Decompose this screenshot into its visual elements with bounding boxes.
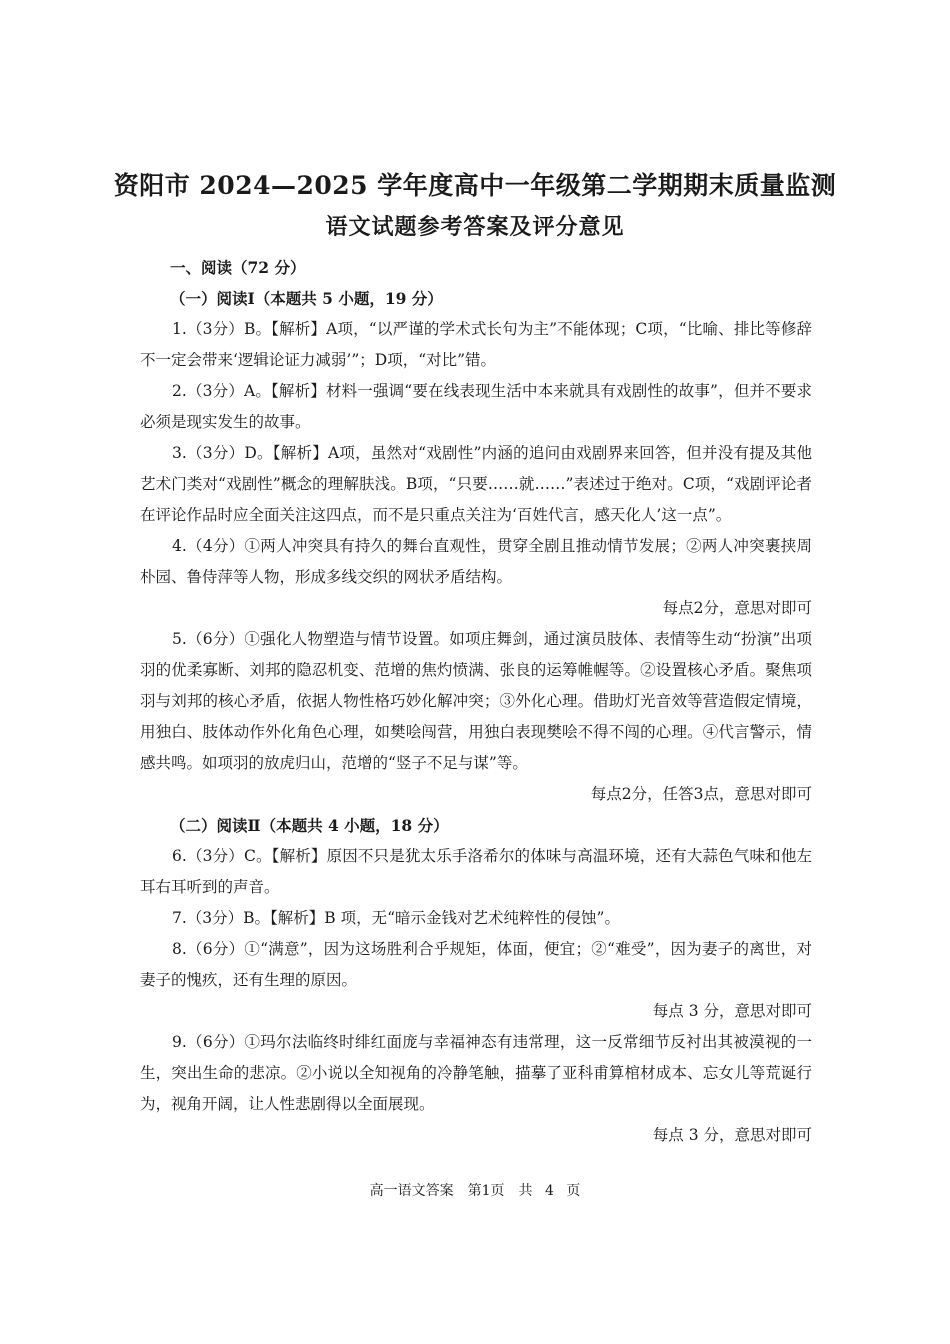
document-title: 资阳市 2024—2025 学年度高中一年级第二学期期末质量监测: [113, 171, 837, 200]
answer-content: [140, 252, 812, 1151]
answer-q3: 3.（3分）D。【解析】A项，虽然对“戏剧性”内涵的追问由戏剧界来回答，但并没有提及其他艺术门类对“戏剧性”概念的理解肤浅。B项，“只要……就……”表述过于绝对。C项，“戏剧评论者在评论作品时应全面关注这四点，而不是只重点关注为‘百姓代言，感天化人’这一点”。: [140, 444, 812, 524]
section-heading-reading2: （二）阅读Ⅱ（本题共 4 小题，18 分）: [170, 816, 449, 835]
scoring-note-q4: 每点2分，意思对即可: [662, 599, 812, 617]
answer-q1: 1.（3分）B。【解析】A项，“以严谨的学术式长句为主”不能体现；C项，“比喻、排比等修辞不一定会带来‘逻辑论证力减弱’”；D项，“对比”错。: [140, 320, 812, 369]
scoring-note-q8: 每点 3 分，意思对即可: [652, 1002, 812, 1020]
answer-q8: 8.（6分）①“满意”，因为这场胜利合乎规矩，体面，便宜；②“难受”，因为妻子的离世，对妻子的愧疚，还有生理的原因。: [140, 940, 812, 989]
answer-q9: 9.（6分）①玛尔法临终时绯红面庞与幸福神态有违常理，这一反常细节反衬出其被漠视的一生，突出生命的悲凉。②小说以全知视角的冷静笔触，描摹了亚科甫算棺材成本、忘女儿等荒诞行为，视角开阔，让人性悲剧得以全面展现。: [140, 1033, 812, 1113]
document-subtitle: 语文试题参考答案及评分意见: [325, 214, 625, 240]
page-footer: 高一语文答案 第1页 共 4 页: [369, 1183, 581, 1199]
answer-q2: 2.（3分）A。【解析】材料一强调“要在线表现生活中本来就具有戏剧性的故事”，但并不要求必须是现实发生的故事。: [140, 382, 812, 431]
scoring-note-q9: 每点 3 分，意思对即可: [652, 1126, 812, 1144]
answer-q6: 6.（3分）C。【解析】原因不只是犹太乐手洛希尔的体味与高温环境，还有大蒜色气味和他左耳右耳听到的声音。: [140, 847, 812, 896]
answer-q4: 4.（4分）①两人冲突具有持久的舞台直观性，贯穿全剧且推动情节发展；②两人冲突裹挟周朴园、鲁侍萍等人物，形成多线交织的网状矛盾结构。: [140, 537, 812, 586]
scoring-note-q5: 每点2分，任答3点，意思对即可: [590, 785, 812, 803]
section-heading-reading1: （一）阅读Ⅰ（本题共 5 小题，19 分）: [170, 289, 443, 308]
section-heading-part1: 一、阅读（72 分）: [170, 258, 306, 277]
answer-q5: 5.（6分）①强化人物塑造与情节设置。如项庄舞剑，通过演员肢体、表情等生动“扮演”出项羽的优柔寡断、刘邦的隐忍机变、范增的焦灼愤满、张良的运筹帷幄等。②设置核心矛盾。聚焦项羽与刘邦的核心矛盾，依据人物性格巧妙化解冲突；③外化心理。借助灯光音效等营造假定情境，用独白、肢体动作外化角色心理，如樊哙闯营，用独白表现樊哙不得不闯的心理。④代言警示，情感共鸣。如项羽的放虎归山，范增的“竖子不足与谋”等。: [140, 630, 812, 772]
answer-q7: 7.（3分）B。【解析】B 项，无“暗示金钱对艺术纯粹性的侵蚀”。: [172, 909, 620, 927]
